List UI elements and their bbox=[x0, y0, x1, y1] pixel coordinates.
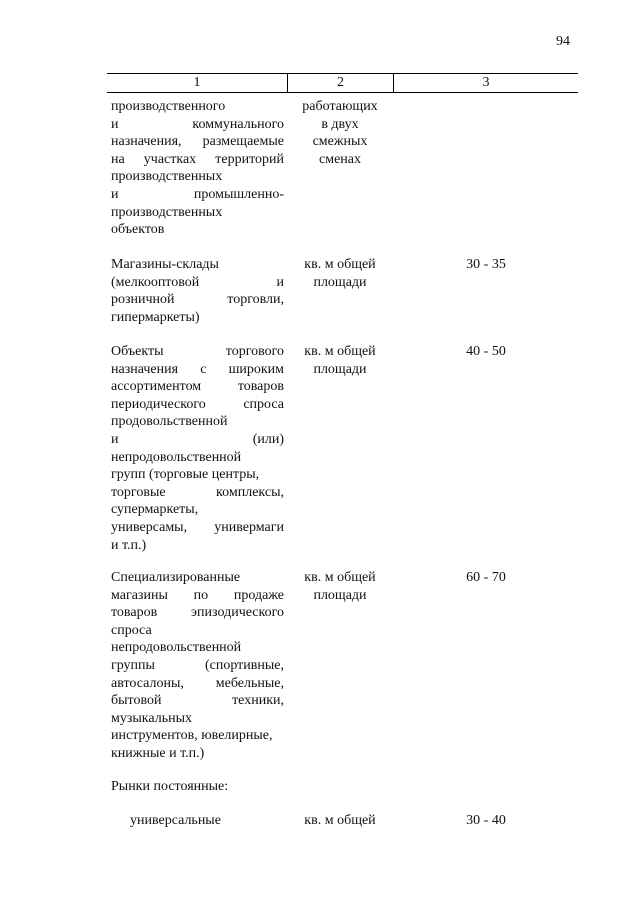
row1-line: на участках территорий bbox=[111, 151, 284, 167]
row3-line: Объекты торгового bbox=[111, 344, 284, 359]
row4-line: группы (спортивные, bbox=[111, 657, 284, 673]
row1-line: производственных bbox=[111, 204, 223, 220]
row3-unit-line: площади bbox=[313, 361, 367, 377]
row3-line: супермаркеты, bbox=[111, 502, 199, 518]
header-col-2: 2 bbox=[337, 75, 344, 90]
row1-line: производственных bbox=[111, 169, 223, 185]
row6-unit: кв. м общей bbox=[304, 813, 376, 828]
row3-description bbox=[111, 343, 284, 554]
row3-line: групп (торговые центры, bbox=[111, 467, 260, 483]
row4-description bbox=[111, 569, 284, 763]
row1-line: и коммунального bbox=[111, 116, 284, 132]
row1-unit-line: смежных bbox=[312, 134, 368, 150]
row2-unit bbox=[290, 256, 390, 291]
row3-line: и (или) bbox=[111, 431, 284, 447]
row3-line: продовольственной bbox=[111, 414, 228, 430]
row4-line: музыкальных bbox=[111, 710, 192, 726]
row1-line: производственного bbox=[111, 99, 226, 114]
row3-line: периодического спроса bbox=[111, 396, 284, 412]
row3-value: 40 - 50 bbox=[466, 344, 506, 359]
header-col-3: 3 bbox=[482, 75, 490, 90]
row4-line: бытовой техники, bbox=[111, 693, 284, 709]
row5-label: Рынки постоянные: bbox=[111, 779, 229, 794]
row4-line: непродовольственной bbox=[111, 640, 242, 656]
row2-line: (мелкооптовой и bbox=[111, 274, 284, 290]
row3-line: торговые комплексы, bbox=[111, 484, 284, 500]
row6-value: 30 - 40 bbox=[466, 813, 506, 828]
row6-label: универсальные bbox=[130, 813, 221, 828]
row4-line: Специализированные bbox=[111, 570, 241, 585]
row1-unit-line: сменах bbox=[319, 151, 361, 167]
row4-unit-line: кв. м общей bbox=[304, 570, 376, 585]
row1-line: и промышленно- bbox=[111, 186, 284, 202]
row1-line: назначения, размещаемые bbox=[111, 134, 284, 150]
row1-unit bbox=[290, 98, 390, 168]
row4-line: книжные и т.п.) bbox=[111, 745, 205, 761]
row3-line: непродовольственной bbox=[111, 449, 242, 465]
row4-line: инструментов, ювелирные, bbox=[111, 728, 273, 744]
row3-line: назначения с широким bbox=[111, 361, 284, 377]
row4-line: автосалоны, мебельные, bbox=[111, 675, 284, 691]
row1-line: объектов bbox=[111, 222, 165, 238]
row2-unit-line: кв. м общей bbox=[304, 257, 376, 272]
row2-line: Магазины-склады bbox=[111, 257, 219, 272]
table-header bbox=[107, 73, 578, 93]
row3-line: ассортиментом товаров bbox=[111, 379, 284, 395]
row3-unit-line: кв. м общей bbox=[304, 344, 376, 359]
header-col-1: 1 bbox=[193, 75, 201, 90]
row1-unit-line: работающих bbox=[302, 99, 378, 114]
row2-line: розничной торговли, bbox=[111, 292, 284, 308]
row4-line: товаров эпизодического bbox=[111, 605, 284, 621]
row3-line: и т.п.) bbox=[111, 537, 147, 553]
row1-description bbox=[111, 98, 284, 239]
row4-line: спроса bbox=[111, 622, 152, 638]
row2-value: 30 - 35 bbox=[466, 257, 506, 272]
row4-value: 60 - 70 bbox=[466, 570, 506, 585]
row2-description bbox=[111, 256, 284, 326]
row4-line: магазины по продаже bbox=[111, 587, 284, 603]
row3-line: универсамы, универмаги bbox=[111, 519, 284, 535]
row2-unit-line: площади bbox=[313, 274, 367, 290]
row1-unit-line: в двух bbox=[321, 116, 359, 132]
row2-line: гипермаркеты) bbox=[111, 309, 200, 325]
row4-unit bbox=[290, 569, 390, 604]
row4-unit-line: площади bbox=[313, 587, 367, 603]
page-number: 94 bbox=[556, 34, 570, 49]
row3-unit bbox=[290, 343, 390, 378]
